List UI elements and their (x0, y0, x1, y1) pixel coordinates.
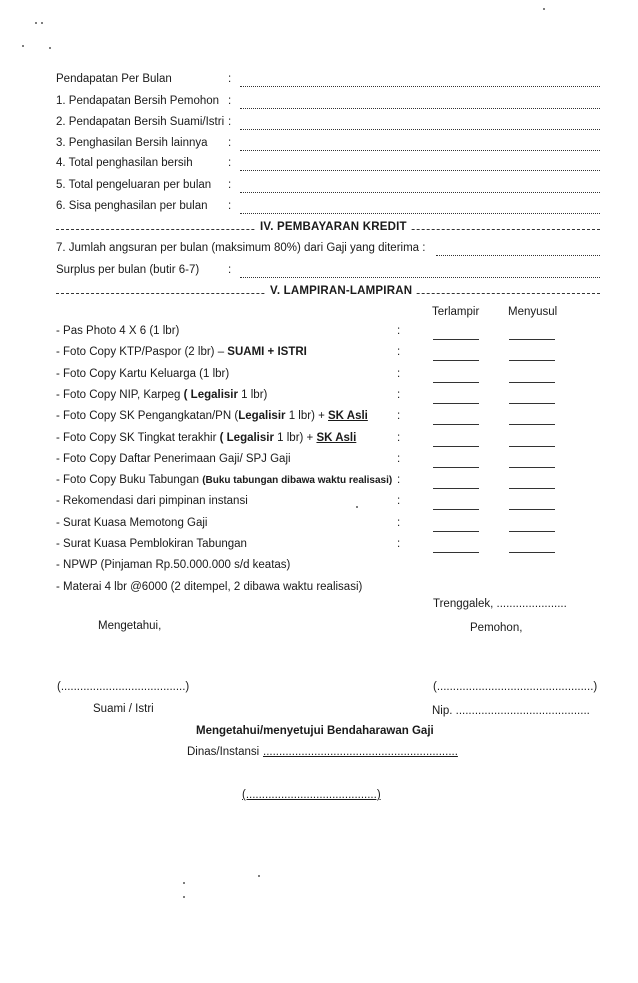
income-item-5: 5. Total pengeluaran per bulan (56, 179, 212, 191)
terlampir-check-line[interactable] (433, 360, 479, 361)
attachment-item (56, 368, 229, 380)
applicant-label: Pemohon, (470, 622, 523, 634)
surplus-line: Surplus per bulan (butir 6-7) (56, 264, 200, 276)
terlampir-check-line[interactable] (433, 403, 479, 404)
attachment-item-text: - Foto Copy KTP/Paspor (2 lbr) – (56, 346, 228, 358)
attachment-item (56, 517, 208, 529)
colon: : (228, 157, 232, 169)
attachment-item (56, 495, 248, 507)
attachment-item (56, 474, 392, 486)
terlampir-check-line[interactable] (433, 339, 479, 340)
scan-speck (543, 8, 545, 10)
installment-line: 7. Jumlah angsuran per bulan (maksimum 80%) dari Gaji yang diterima : (56, 242, 426, 254)
attachment-item (56, 538, 247, 550)
fill-line (240, 86, 600, 87)
attachment-item-text: 1 lbr) + (273, 432, 317, 444)
attachment-item (56, 559, 290, 571)
menyusul-check-line[interactable] (509, 424, 555, 425)
colon: : (397, 538, 401, 550)
scan-speck (41, 22, 43, 24)
attachment-item-text: - Foto Copy Kartu Keluarga (1 lbr) (56, 368, 230, 380)
income-item-4: 4. Total penghasilan bersih (56, 157, 193, 169)
attachment-item-text: - Foto Copy Buku Tabungan (56, 474, 203, 486)
menyusul-check-line[interactable] (509, 360, 555, 361)
terlampir-check-line[interactable] (433, 531, 479, 532)
fill-line (240, 192, 600, 193)
column-terlampir: Terlampir (432, 306, 480, 318)
spouse-signature-blank: (.......................................) (57, 681, 190, 693)
treasurer-heading: Mengetahui/menyetujui Bendaharawan Gaji (196, 725, 434, 737)
spouse-label: Suami / Istri (93, 703, 154, 715)
fill-line (240, 129, 600, 130)
income-title: Pendapatan Per Bulan (56, 73, 172, 85)
scan-speck (35, 22, 37, 24)
attachment-item-text: Legalisir (238, 410, 286, 422)
scan-speck (49, 47, 51, 49)
attachment-item (56, 325, 179, 337)
menyusul-check-line[interactable] (509, 552, 555, 553)
menyusul-check-line[interactable] (509, 403, 555, 404)
colon: : (397, 368, 401, 380)
colon: : (228, 95, 232, 107)
attachment-item-text: - Foto Copy NIP, Karpeg (56, 389, 184, 401)
colon: : (228, 137, 232, 149)
colon: : (397, 432, 401, 444)
menyusul-check-line[interactable] (509, 488, 555, 489)
place-date: Trenggalek, ...................... (433, 598, 567, 610)
attachment-item-text: - Surat Kuasa Memotong Gaji (56, 517, 208, 529)
colon: : (228, 179, 232, 191)
fill-line (240, 213, 600, 214)
attachment-item (56, 453, 291, 465)
colon: : (228, 200, 232, 212)
fill-line (436, 255, 600, 256)
attachment-item-text: - Foto Copy Daftar Penerimaan Gaji/ SPJ Gaji (56, 453, 291, 465)
terlampir-check-line[interactable] (433, 509, 479, 510)
attachment-item-text: SUAMI + ISTRI (227, 346, 307, 358)
attachment-item-text: SK Asli (328, 410, 368, 422)
income-item-1: 1. Pendapatan Bersih Pemohon (56, 95, 220, 107)
scan-speck (183, 882, 185, 884)
scan-speck (258, 875, 260, 877)
colon: : (397, 346, 401, 358)
menyusul-check-line[interactable] (509, 509, 555, 510)
terlampir-check-line[interactable] (433, 488, 479, 489)
knowing-label: Mengetahui, (98, 620, 162, 632)
colon: : (397, 325, 401, 337)
attachment-item-text: - Rekomendasi dari pimpinan instansi (56, 495, 248, 507)
fill-line (240, 170, 600, 171)
fill-line (240, 277, 600, 278)
income-item-2: 2. Pendapatan Bersih Suami/Istri (56, 116, 225, 128)
terlampir-check-line[interactable] (433, 424, 479, 425)
colon: : (228, 116, 232, 128)
attachment-item (56, 581, 362, 593)
attachment-item-text: - Foto Copy SK Pengangkatan/PN ( (56, 410, 239, 422)
attachment-item-text: - Materai 4 lbr @6000 (2 ditempel, 2 dibawa waktu realisasi) (56, 581, 363, 593)
attachment-item-text: SK Asli (316, 432, 357, 444)
colon: : (397, 517, 401, 529)
treasurer-signature-blank: (.........................................) (242, 789, 381, 801)
agency-label: Dinas/Instansi (187, 746, 260, 758)
colon: : (228, 73, 232, 85)
attachment-item (56, 389, 267, 401)
menyusul-check-line[interactable] (509, 382, 555, 383)
section-5-title: V. LAMPIRAN-LAMPIRAN (266, 285, 416, 297)
column-menyusul: Menyusul (508, 306, 558, 318)
fill-line (240, 150, 600, 151)
terlampir-check-line[interactable] (433, 467, 479, 468)
scan-speck (183, 896, 185, 898)
attachment-item-text: ( Legalisir (219, 432, 274, 444)
fill-line (240, 108, 600, 109)
menyusul-check-line[interactable] (509, 531, 555, 532)
colon: : (228, 264, 232, 276)
attachment-item-text: 1 lbr) (237, 389, 268, 401)
menyusul-check-line[interactable] (509, 446, 555, 447)
colon: : (397, 410, 401, 422)
colon: : (397, 495, 401, 507)
attachment-item-text: - NPWP (Pinjaman Rp.50.000.000 s/d keatas) (56, 559, 291, 571)
attachment-item-text: - Pas Photo 4 X 6 (1 lbr) (56, 325, 180, 337)
applicant-signature-blank: (.................................................) (433, 681, 598, 693)
terlampir-check-line[interactable] (433, 382, 479, 383)
terlampir-check-line[interactable] (433, 446, 479, 447)
attachment-item-text: - Foto Copy SK Tingkat terakhir (56, 432, 220, 444)
income-item-6: 6. Sisa penghasilan per bulan (56, 200, 208, 212)
menyusul-check-line[interactable] (509, 339, 555, 340)
income-item-3: 3. Penghasilan Bersih lainnya (56, 137, 208, 149)
agency-line: ............................................................. (263, 746, 458, 758)
menyusul-check-line[interactable] (509, 467, 555, 468)
section-4-title: IV. PEMBAYARAN KREDIT (256, 221, 411, 233)
attachment-item-text: (Buku tabungan dibawa waktu realisasi) (202, 475, 393, 486)
attachment-item-text: - Surat Kuasa Pemblokiran Tabungan (56, 538, 247, 550)
colon: : (397, 474, 401, 486)
attachment-item-text: 1 lbr) + (285, 410, 329, 422)
nip-field: Nip. .......................................... (432, 705, 590, 717)
colon: : (397, 453, 401, 465)
attachment-item-text: ( Legalisir (183, 389, 238, 401)
scan-speck (356, 506, 358, 508)
attachment-item (56, 410, 368, 422)
terlampir-check-line[interactable] (433, 552, 479, 553)
attachment-item (56, 432, 356, 444)
scan-speck (22, 45, 24, 47)
colon: : (397, 389, 401, 401)
attachment-item (56, 346, 307, 358)
